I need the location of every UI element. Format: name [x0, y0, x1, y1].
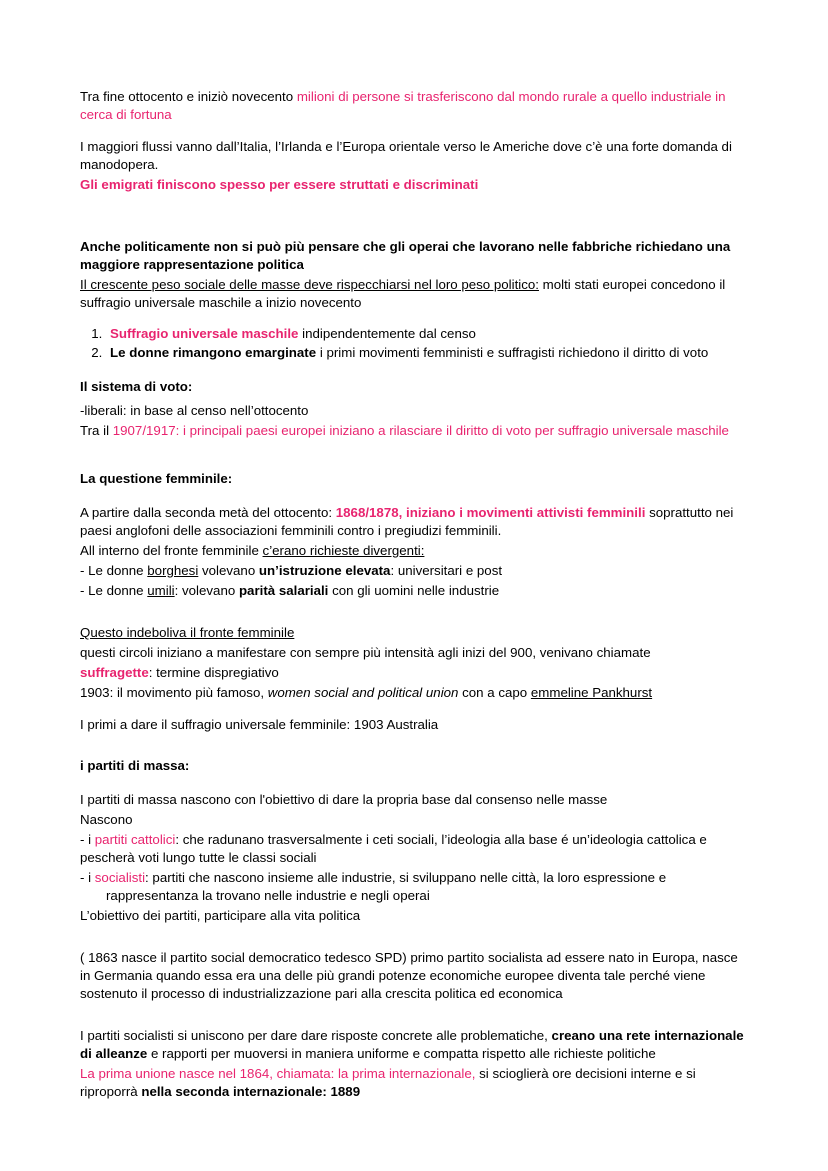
text-run: I maggiori flussi vanno dall’Italia, l’Irlanda e l’Europa orientale verso le Americhe dove c’è una forte domanda di manodopera. — [80, 138, 732, 172]
text-run: I partiti di massa nascono con l'obiettivo di dare la propria base dal consenso nelle masse — [80, 792, 608, 808]
paragraph-socialisti — [80, 869, 748, 905]
text-run-underline: Il crescente peso sociale delle masse deve rispecchiarsi nel loro peso politico: — [80, 276, 539, 292]
text-run: Tra il — [80, 423, 113, 439]
text-run-underline: Questo indeboliva il fronte femminile — [80, 624, 295, 640]
text-run: i primi movimenti femministi e suffragisti richiedono il diritto di voto — [316, 345, 709, 361]
text-run: : partiti che nascono insieme alle industrie, si sviluppano nelle città, la loro espressione e rappresentanza la trovano nelle industrie e negli operai — [106, 870, 667, 904]
document-body — [80, 88, 748, 1101]
text-run-bold: un’istruzione elevata — [258, 562, 391, 578]
text-run-highlight: milioni di persone si trasferiscono dal mondo rurale a quello industriale in cerca di fortuna — [80, 89, 726, 122]
text-run-bold: creano una rete internazionale di alleanze — [80, 1027, 744, 1061]
paragraph-liberali — [80, 402, 748, 420]
text-run-italic: women social and political union — [267, 684, 459, 700]
list-item — [106, 344, 748, 362]
text-run-bold: nella seconda internazionale: 1889 — [141, 1083, 361, 1099]
heading-questione-femminile: La questione femminile: — [80, 471, 233, 487]
section-spacer — [80, 368, 748, 378]
text-run-highlight: Gli emigrati finiscono spesso per essere struttati e discriminati — [80, 176, 479, 192]
paragraph-australia — [80, 716, 748, 734]
text-run: : termine dispregiativo — [148, 664, 279, 680]
paragraph-donne-borghesi — [80, 562, 748, 580]
paragraph-1907-1917 — [80, 422, 748, 440]
section-spacer — [80, 747, 748, 757]
text-run: : universitari e post — [390, 562, 503, 578]
text-run: : volevano — [174, 582, 239, 598]
section-spacer — [80, 781, 748, 791]
paragraph-wspu — [80, 684, 748, 702]
text-run: A partire dalla seconda metà del ottocento: — [80, 505, 336, 521]
text-run: L’obiettivo dei partiti, participare alla vita politica — [80, 908, 361, 923]
text-run: - i — [80, 870, 95, 886]
text-run: I partiti socialisti si uniscono per dare dare risposte concrete alle problematiche, — [80, 1027, 552, 1043]
text-run-underline: borghesi — [147, 562, 199, 578]
heading-sistema-di-voto: Il sistema di voto: — [80, 379, 193, 395]
text-run-bold: Le donne rimangono emarginate — [110, 345, 317, 361]
section-spacer — [80, 614, 748, 624]
text-run: Nascono — [80, 812, 133, 828]
text-run-highlight: 1907/1917: i principali paesi europei iniziano a rilasciare il diritto di voto per suffragio universale maschile — [112, 423, 729, 439]
paragraph-emigrati — [80, 176, 748, 194]
paragraph-partiti-cattolici — [80, 831, 748, 867]
text-run: si scioglierà ore decisioni interne e si riproporrà — [80, 1065, 696, 1099]
text-run: molti stati europei concedono il suffragio universale maschile a inizio novecento — [80, 276, 726, 310]
paragraph-partiti-obiettivo — [80, 791, 748, 809]
text-run: Tra fine ottocento e iniziò novecento — [80, 89, 297, 104]
text-run-highlight: suffragette — [80, 664, 149, 680]
text-run-highlight: Suffragio universale maschile — [110, 326, 299, 342]
text-run-highlight: socialisti — [94, 870, 146, 886]
text-run: ( 1863 nasce il partito social democratico tedesco SPD) primo partito socialista ad essere nato in Europa, nasce in Germania quando essa era una delle più grandi potenze economiche europee diventa tale perché viene sostenuto il processo di industrializzazione pari alla crescita politica ed economica — [80, 949, 738, 1001]
text-run: con gli uomini nelle industrie — [328, 582, 500, 598]
text-run: volevano — [198, 562, 259, 578]
paragraph-movimenti-attivisti — [80, 504, 748, 540]
text-run-highlight: partiti cattolici — [94, 832, 176, 848]
text-run: All interno del fronte femminile — [80, 542, 263, 558]
text-run: e rapporti per muoversi in maniera uniforme e compatta rispetto alle richieste politiche — [147, 1045, 656, 1061]
text-run: questi circoli iniziano a manifestare con sempre più intensità agli inizi del 900, venivano chiamate — [80, 644, 651, 660]
section-spacer — [80, 494, 748, 504]
paragraph-suffragette — [80, 664, 748, 682]
paragraph-indeboliva — [80, 624, 748, 642]
paragraph-migration — [80, 88, 748, 124]
text-run: - i — [80, 832, 95, 848]
text-run: -liberali: in base al censo nell’ottocento — [80, 403, 309, 419]
text-run: I primi a dare il suffragio universale femminile: 1903 Australia — [80, 716, 439, 732]
text-run: : che radunano trasversalmente i ceti sociali, l’ideologia alla base é un’ideologia cattolica e pescherà voti lungo tutte le classi sociali — [80, 832, 707, 866]
text-run-underline: emmeline Pankhurst — [530, 684, 653, 700]
section-spacer — [80, 1017, 748, 1027]
text-run: soprattutto nei paesi anglofoni delle associazioni femminili contro i pregiudizi femminili. — [80, 505, 734, 538]
text-run-underline: umili — [147, 582, 175, 598]
text-run: indipendentemente dal censo — [298, 326, 476, 342]
text-run-underline: c’erano richieste divergenti: — [262, 542, 425, 558]
text-run: - Le donne — [80, 582, 148, 598]
list-item — [106, 325, 748, 343]
paragraph-richieste-divergenti — [80, 542, 748, 560]
section-spacer — [80, 939, 748, 949]
text-run-highlight: 1868/1878, iniziano i movimenti attivisti femminili — [335, 505, 646, 521]
paragraph-flussi — [80, 138, 748, 174]
paragraph-prima-internazionale — [80, 1065, 748, 1101]
text-run: con a capo — [458, 684, 531, 700]
paragraph-donne-umili — [80, 582, 748, 600]
list-suffragio — [80, 325, 748, 362]
section-spacer — [80, 208, 748, 238]
text-run-bold: Anche politicamente non si può più pensare che gli operai che lavorano nelle fabbriche richiedano una maggiore rappresentazione politica — [80, 238, 731, 272]
paragraph-spd — [80, 949, 748, 1003]
text-run-bold: parità salariali — [238, 582, 329, 598]
paragraph-obiettivo-partiti — [80, 907, 748, 925]
paragraph-rappresentanza-bold — [80, 238, 748, 274]
text-run: - Le donne — [80, 562, 148, 578]
section-spacer — [80, 454, 748, 470]
paragraph-rete-internazionale — [80, 1027, 748, 1063]
text-run: 1903: il movimento più famoso, — [80, 684, 268, 700]
heading-partiti-di-massa: i partiti di massa: — [80, 758, 190, 774]
text-run-highlight: La prima unione nasce nel 1864, chiamata: la prima internazionale, — [80, 1065, 476, 1081]
paragraph-peso-sociale — [80, 276, 748, 312]
paragraph-nascono — [80, 811, 748, 829]
paragraph-circoli — [80, 644, 748, 662]
